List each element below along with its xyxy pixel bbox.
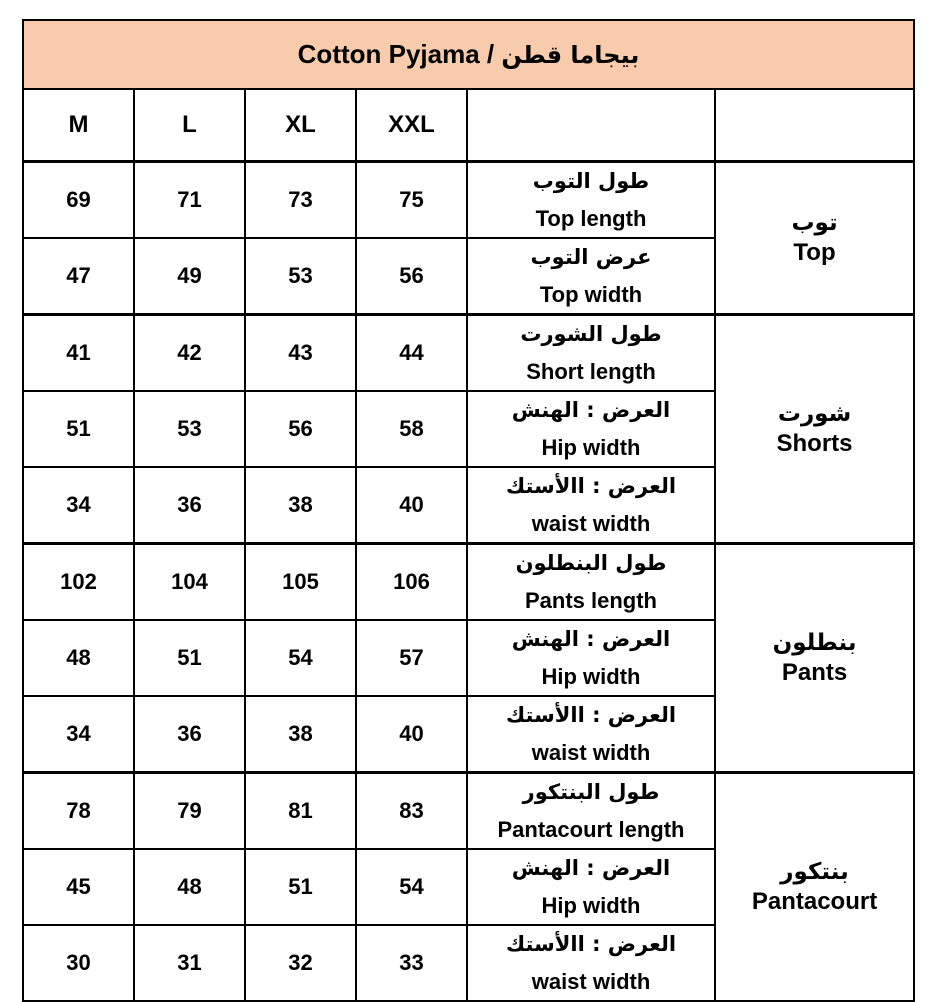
size-value-xl: 105 bbox=[245, 544, 356, 621]
size-value-xxl: 57 bbox=[356, 620, 467, 696]
measurement-row bbox=[23, 162, 914, 239]
size-header-m: M bbox=[23, 89, 134, 162]
size-value-xxl: 75 bbox=[356, 162, 467, 239]
measurement-label bbox=[467, 544, 715, 621]
measurement-label bbox=[467, 391, 715, 467]
chart-title bbox=[23, 20, 914, 89]
measurement-label-en: Pantacourt length bbox=[497, 817, 685, 842]
title-en: Cotton Pyjama bbox=[297, 39, 480, 69]
size-value-m: 47 bbox=[23, 238, 134, 315]
measurement-label bbox=[467, 773, 715, 850]
size-value-xxl: 83 bbox=[356, 773, 467, 850]
measurement-label-ar: العرض : الهنش bbox=[511, 856, 671, 880]
size-value-xxl: 58 bbox=[356, 391, 467, 467]
size-value-xl: 51 bbox=[245, 849, 356, 925]
measurement-label bbox=[467, 162, 715, 239]
size-value-m: 30 bbox=[23, 925, 134, 1001]
size-value-m: 102 bbox=[23, 544, 134, 621]
measurement-label-ar: طول البنطلون bbox=[515, 551, 667, 575]
size-value-xl: 81 bbox=[245, 773, 356, 850]
measurement-label-ar: طول الشورت bbox=[520, 322, 662, 346]
size-value-xxl: 40 bbox=[356, 467, 467, 544]
measurement-header-empty bbox=[467, 89, 715, 162]
size-value-m: 34 bbox=[23, 696, 134, 773]
measurement-row bbox=[23, 315, 914, 392]
size-chart-body bbox=[23, 20, 914, 1001]
size-value-m: 51 bbox=[23, 391, 134, 467]
size-value-xl: 38 bbox=[245, 467, 356, 544]
size-value-l: 48 bbox=[134, 849, 245, 925]
measurement-label-ar: طول التوب bbox=[532, 169, 650, 193]
size-value-l: 51 bbox=[134, 620, 245, 696]
size-value-m: 41 bbox=[23, 315, 134, 392]
category-label-en: Pantacourt bbox=[751, 888, 878, 915]
size-value-m: 78 bbox=[23, 773, 134, 850]
measurement-label-en: waist width bbox=[531, 511, 651, 536]
measurement-label-en: Top width bbox=[539, 282, 643, 307]
size-value-m: 69 bbox=[23, 162, 134, 239]
size-value-xxl: 44 bbox=[356, 315, 467, 392]
measurement-label bbox=[467, 620, 715, 696]
category-label-ar: شورت bbox=[777, 401, 852, 427]
size-value-xxl: 33 bbox=[356, 925, 467, 1001]
size-value-xl: 32 bbox=[245, 925, 356, 1001]
size-value-xl: 54 bbox=[245, 620, 356, 696]
size-value-xl: 38 bbox=[245, 696, 356, 773]
measurement-label-en: Short length bbox=[526, 359, 656, 384]
size-header-row bbox=[23, 89, 914, 162]
measurement-label bbox=[467, 849, 715, 925]
size-header-xl: XL bbox=[245, 89, 356, 162]
size-value-xxl: 106 bbox=[356, 544, 467, 621]
measurement-label bbox=[467, 238, 715, 315]
category-label-en: Top bbox=[793, 239, 836, 266]
size-header-xxl: XXL bbox=[356, 89, 467, 162]
size-value-l: 49 bbox=[134, 238, 245, 315]
size-value-m: 48 bbox=[23, 620, 134, 696]
title-separator: / bbox=[479, 39, 502, 69]
size-value-m: 45 bbox=[23, 849, 134, 925]
title-ar: بيجاما قطن bbox=[501, 41, 640, 69]
measurement-label-en: Hip width bbox=[541, 664, 641, 689]
size-value-l: 31 bbox=[134, 925, 245, 1001]
measurement-label bbox=[467, 467, 715, 544]
measurement-label-ar: العرض : الهنش bbox=[511, 398, 671, 422]
measurement-label-ar: العرض : االأستك bbox=[505, 474, 677, 498]
size-value-m: 34 bbox=[23, 467, 134, 544]
category-header-empty bbox=[715, 89, 914, 162]
measurement-label bbox=[467, 696, 715, 773]
measurement-label-ar: العرض : الهنش bbox=[511, 627, 671, 651]
size-chart-table bbox=[22, 19, 915, 1002]
category-label-en: Pants bbox=[781, 659, 848, 686]
size-value-l: 104 bbox=[134, 544, 245, 621]
measurement-label-en: waist width bbox=[531, 969, 651, 994]
category-cell bbox=[715, 773, 914, 1002]
measurement-label-en: Hip width bbox=[541, 435, 641, 460]
measurement-row bbox=[23, 544, 914, 621]
measurement-label-en: waist width bbox=[531, 740, 651, 765]
category-cell bbox=[715, 162, 914, 315]
title-row bbox=[23, 20, 914, 89]
size-value-l: 79 bbox=[134, 773, 245, 850]
measurement-label bbox=[467, 315, 715, 392]
category-cell bbox=[715, 315, 914, 544]
measurement-row bbox=[23, 773, 914, 850]
size-value-l: 42 bbox=[134, 315, 245, 392]
size-value-l: 36 bbox=[134, 467, 245, 544]
size-value-xl: 73 bbox=[245, 162, 356, 239]
category-label-ar: بنتكور bbox=[780, 859, 849, 885]
size-value-xxl: 56 bbox=[356, 238, 467, 315]
category-cell bbox=[715, 544, 914, 773]
measurement-label-ar: طول البنتكور bbox=[522, 780, 660, 804]
size-value-l: 36 bbox=[134, 696, 245, 773]
category-label-ar: بنطلون bbox=[772, 630, 857, 656]
category-label-en: Shorts bbox=[776, 430, 853, 457]
measurement-label-ar: العرض : االأستك bbox=[505, 932, 677, 956]
measurement-label-ar: العرض : االأستك bbox=[505, 703, 677, 727]
size-value-l: 71 bbox=[134, 162, 245, 239]
measurement-label-ar: عرض التوب bbox=[530, 245, 652, 269]
size-value-xl: 43 bbox=[245, 315, 356, 392]
size-header-l: L bbox=[134, 89, 245, 162]
measurement-label bbox=[467, 925, 715, 1001]
size-value-xxl: 54 bbox=[356, 849, 467, 925]
measurement-label-en: Pants length bbox=[524, 588, 657, 613]
size-value-xxl: 40 bbox=[356, 696, 467, 773]
measurement-label-en: Hip width bbox=[541, 893, 641, 918]
size-value-xl: 56 bbox=[245, 391, 356, 467]
size-value-xl: 53 bbox=[245, 238, 356, 315]
category-label-ar: توب bbox=[791, 210, 838, 236]
measurement-label-en: Top length bbox=[535, 206, 647, 231]
size-value-l: 53 bbox=[134, 391, 245, 467]
